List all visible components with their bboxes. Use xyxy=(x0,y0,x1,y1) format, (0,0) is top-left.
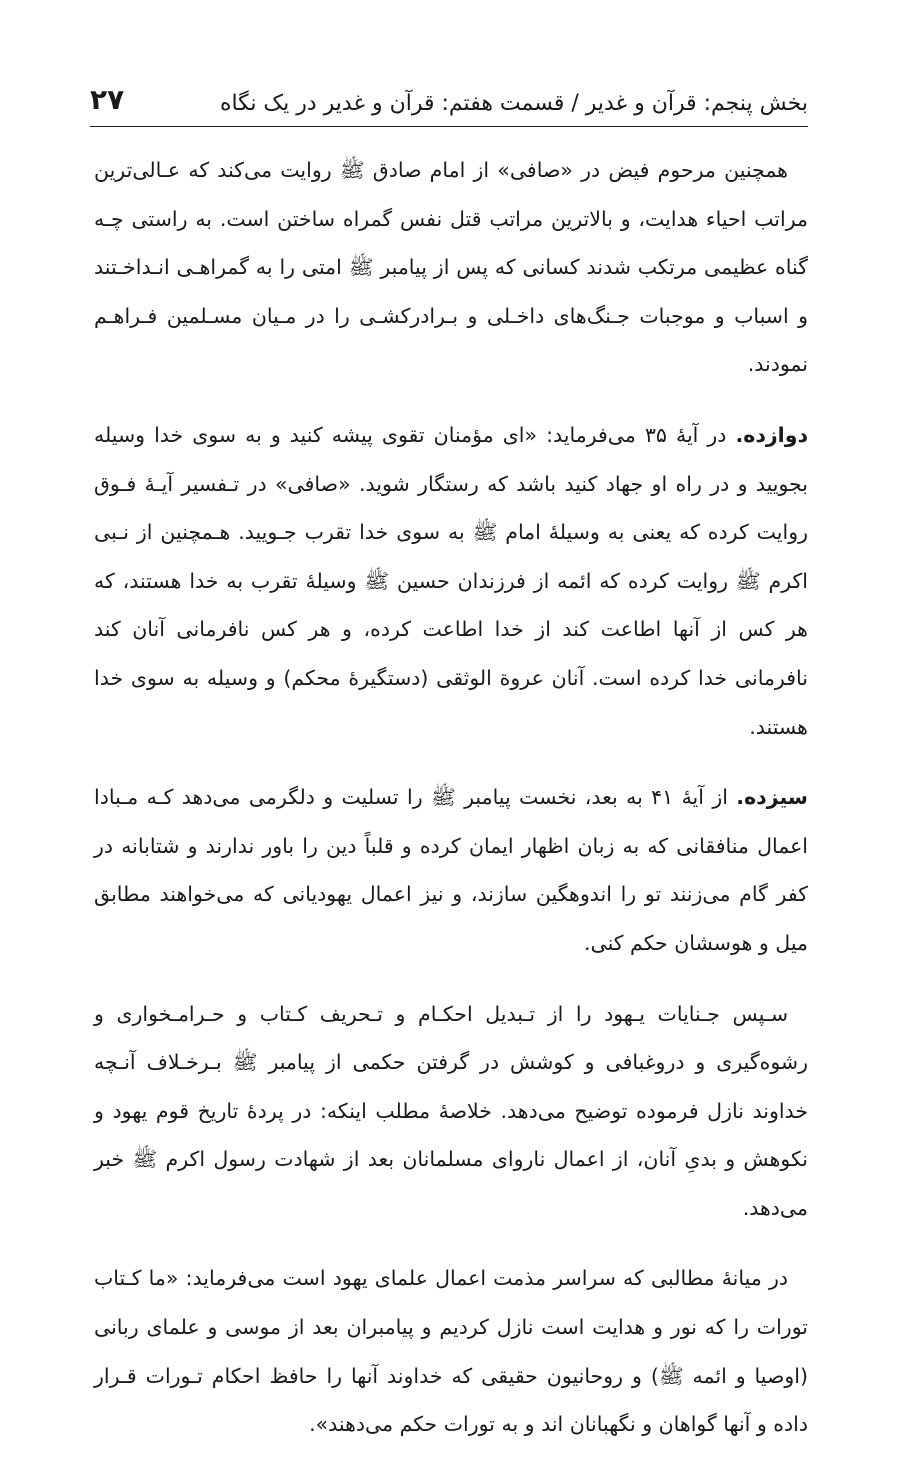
paragraph-text: همچنین مرحوم فیض در «صافی» از امام صادق ﷺ روایت می‌کند که عـالی‌ترین مراتب احیاء هدایت، و بالاترین مراتب قتل نفس گمراه ساختن است. به راستی چـه گناه عظیمی مرتکب شدند کسانی که پس از پیامبر ﷺ امتی را به گمراهـی انـداخـتند و اسباب و موجبات جـنگ‌های داخـلی و بـرادرکشـی را در مـیان مسـلمین فـراهـم نمودند. xyxy=(94,158,808,377)
paragraph-text: از آیهٔ ۴۱ به بعد، نخست پیامبر ﷺ را تسلیت و دلگرمی می‌دهد کـه مـبادا اعمال منافقانی که به زبان اظهار ایمان کرده و قلباً دین را باور ندارند و شتابانه در کفر گام می‌زنند تو را اندوهگین سازند، و نیز اعمال یهودیانی که می‌خواهند مطابق میل و هوسشان حکم کنی. xyxy=(94,785,808,955)
body-text xyxy=(94,146,808,1471)
paragraph xyxy=(94,411,808,751)
paragraph xyxy=(94,990,808,1233)
paragraph-text: سـپس جـنایات یـهود را از تـبدیل احکـام و تـحریف کـتاب و حـرامـخواری و رشوه‌گیری و دروغبافی و کوشش در گرفتن حکمی از پیامبر ﷺ بـرخـلاف آنـچه خداوند نازل فرموده توضیح می‌دهد. خلاصهٔ مطلب اینکه: در پردهٔ تاریخ قوم یهود و نکوهش و بدیِ آنان، از اعمال ناروای مسلمانان بعد از شهادت رسول اکرم ﷺ خبر می‌دهد. xyxy=(94,1001,808,1220)
paragraph-text: در آیهٔ ۳۵ می‌فرماید: «ای مؤمنان تقوی پیشه کنید و به سوی خدا وسیله بجویید و در راه او جهاد کنید باشد که رستگار شوید. «صافی» در تـفسیر آیـهٔ فـوق روایت کرده که یعنی به وسیلهٔ امام ﷺ به سوی خدا تقرب جـویید. هـمچنین از نـبی اکرم ﷺ روایت کرده که ائمه از فرزندان حسین ﷺ وسیلهٔ تقرب به خدا هستند، که هر کس از آنها اطاعت کند از خدا اطاعت کرده، و هر کس نافرمانی آنان کند نافرمانی خدا کرده است. آنان عروة الوثقی (دستگیرهٔ محکم) و وسیله به سوی خدا هستند. xyxy=(94,422,808,739)
running-header xyxy=(90,66,808,127)
paragraph xyxy=(94,146,808,389)
paragraph-text: در میانهٔ مطالبی که سراسر مذمت اعمال علمای یهود است می‌فرماید: «ما کـتاب تورات را که نور و هدایت است نازل کردیم و پیامبران بعد از موسی و علمای ربانی (اوصیا و ائمه ﷺ) و روحانیون حقیقی که خداوند آنها را حافظ احکام تـورات قـرار داده و آنها گواهان و نگهبانان اند و به تورات حکم می‌دهند». xyxy=(94,1266,808,1437)
page-number: ۲۷ xyxy=(90,83,125,116)
paragraph xyxy=(94,1254,808,1448)
paragraph xyxy=(94,773,808,967)
running-title: بخش پنجم: قرآن و غدیر / قسمت هفتم: قرآن و غدیر در یک نگاه xyxy=(219,91,808,116)
paragraph-lead: سیزده. xyxy=(736,785,808,810)
paragraph-lead: دوازده. xyxy=(735,422,808,447)
